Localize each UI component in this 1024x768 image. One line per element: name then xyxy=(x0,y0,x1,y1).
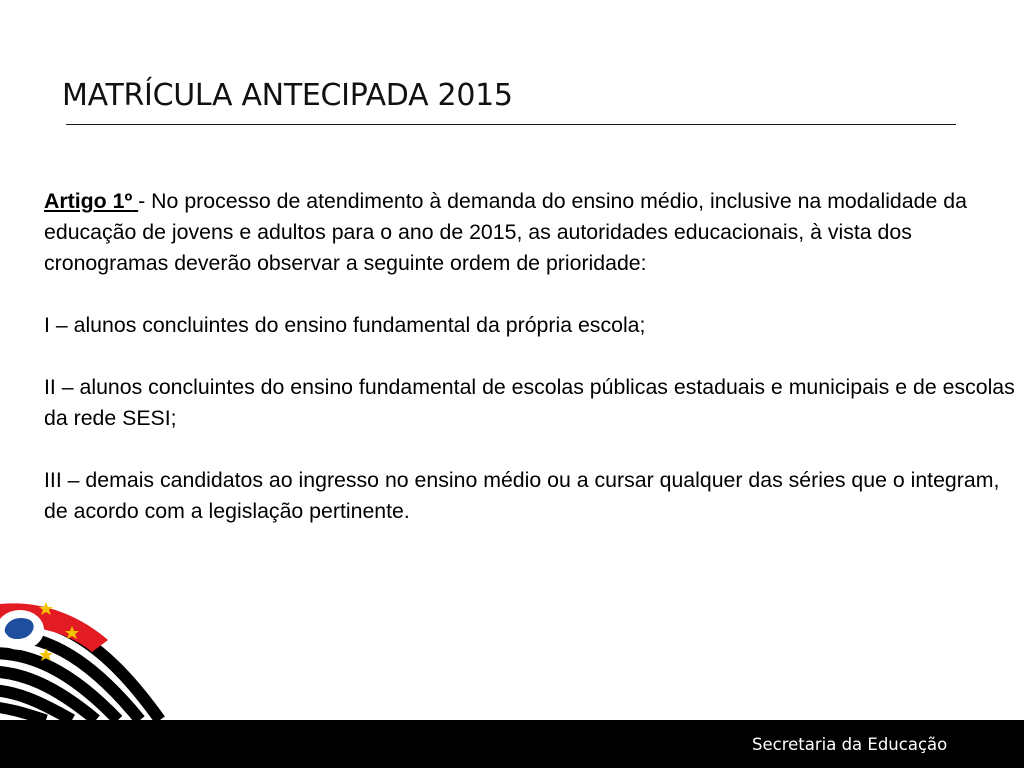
slide-body xyxy=(44,186,1016,558)
article-label: Artigo 1º xyxy=(44,189,133,213)
title-divider xyxy=(66,124,956,125)
slide-title: MATRÍCULA ANTECIPADA 2015 xyxy=(62,78,513,113)
article-paragraph xyxy=(44,186,1016,279)
footer-label: Secretaria da Educação xyxy=(752,735,948,754)
priority-item-3: III – demais candidatos ao ingresso no ensino médio ou a cursar qualquer das séries que o integram, de acordo com a legislação pertinente. xyxy=(44,468,1000,523)
priority-item-1: I – alunos concluintes do ensino fundamental da própria escola; xyxy=(44,313,646,337)
priority-item-2: II – alunos concluintes do ensino fundamental de escolas públicas estaduais e municipais e de escolas da rede SESI; xyxy=(44,375,1015,430)
article-text: - No processo de atendimento à demanda do ensino médio, inclusive na modalidade da educação de jovens e adultos para o ano de 2015, as autoridades educacionais, à vista dos cronogramas deverão observar a seguinte ordem de prioridade: xyxy=(44,189,967,275)
